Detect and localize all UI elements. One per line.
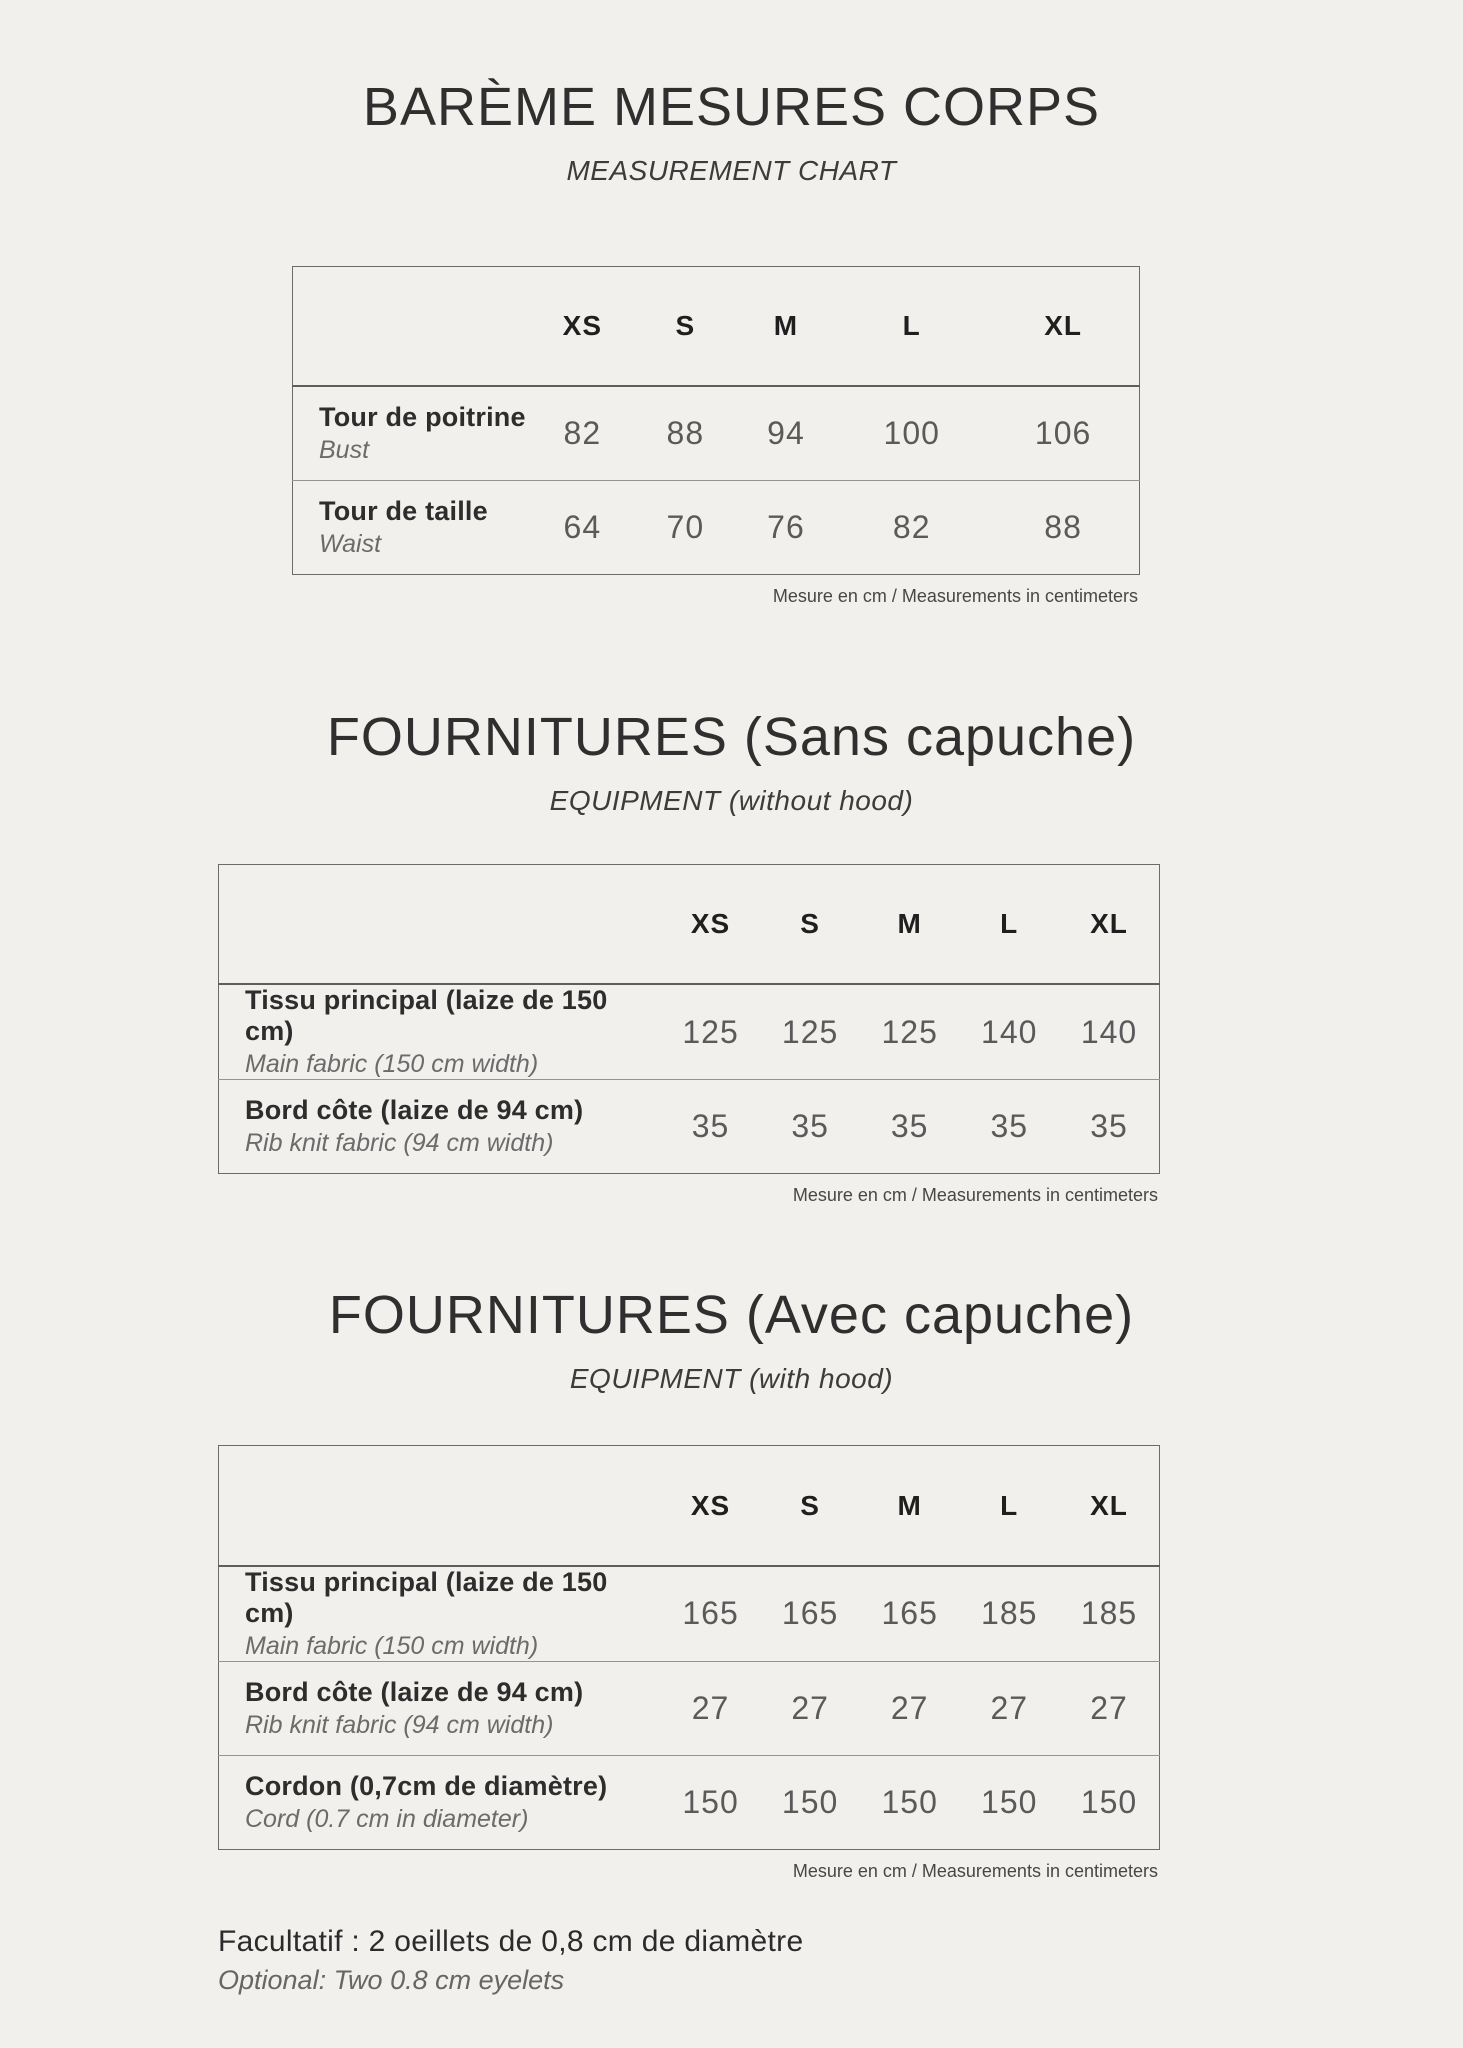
section-body-measurements: [0, 76, 1463, 608]
section-equipment-with-hood: [0, 1284, 1463, 1884]
size-column-header: XL: [1090, 908, 1128, 940]
table-row: [293, 480, 1140, 574]
size-header-row: [293, 266, 1140, 386]
row-label-en: Main fabric (150 cm width): [245, 1631, 539, 1660]
row-label-en: Bust: [319, 435, 370, 464]
value-cell: 82: [892, 508, 931, 545]
size-header-row: [219, 864, 1160, 984]
section-title: BARÈME MESURES CORPS: [362, 77, 1101, 137]
value-cell: 125: [781, 1013, 839, 1050]
value-cell: 35: [890, 1108, 929, 1145]
optional-note-fr: Facultatif : 2 oeillets de 0,8 cm de diamètre: [218, 1925, 804, 1959]
section-title: FOURNITURES (Avec capuche): [328, 1284, 1135, 1345]
size-column-header: S: [800, 1489, 820, 1521]
table-row: [219, 1661, 1160, 1755]
table-wrapper: [218, 864, 1160, 1208]
optional-eyelets-note: [218, 1925, 1463, 1996]
optional-note-en: Optional: Two 0.8 cm eyelets: [218, 1965, 565, 1996]
corner-cell: [219, 864, 661, 984]
row-label-fr: Bord côte (laize de 94 cm): [245, 1676, 584, 1707]
body-measurements-table: [292, 266, 1140, 575]
table-row: [293, 386, 1140, 480]
value-cell: 88: [1044, 508, 1082, 545]
value-cell: 27: [990, 1689, 1029, 1726]
value-cell: 140: [981, 1013, 1038, 1050]
value-cell: 27: [890, 1689, 929, 1726]
table-row: [219, 984, 1160, 1080]
size-column-header: XL: [1090, 1489, 1128, 1521]
row-label-fr: Bord côte (laize de 94 cm): [245, 1095, 584, 1126]
value-cell: 100: [883, 414, 940, 451]
size-column-header: L: [1000, 1489, 1019, 1521]
value-cell: 35: [791, 1108, 829, 1145]
size-column-header: S: [800, 908, 820, 940]
value-cell: 150: [781, 1783, 839, 1820]
size-column-header: M: [773, 309, 799, 341]
size-header-row: [219, 1446, 1160, 1566]
size-column-header: L: [902, 309, 921, 341]
section-subtitle: EQUIPMENT (with hood): [569, 1362, 894, 1394]
value-cell: 27: [691, 1689, 730, 1726]
size-column-header: L: [1000, 908, 1019, 940]
value-cell: 35: [691, 1108, 730, 1145]
row-label-fr: Tour de taille: [319, 495, 488, 526]
value-cell: 125: [682, 1013, 739, 1050]
size-column-header: XS: [690, 1489, 731, 1521]
table-row: [219, 1566, 1160, 1662]
value-cell: 165: [682, 1595, 739, 1632]
row-label-fr: Tissu principal (laize de 150 cm): [245, 985, 608, 1047]
value-cell: 27: [791, 1689, 829, 1726]
units-footnote: Mesure en cm / Measurements in centimeters: [792, 1185, 1158, 1206]
table-wrapper: [292, 266, 1140, 608]
value-cell: 165: [881, 1595, 938, 1632]
value-cell: 125: [881, 1013, 938, 1050]
section-equipment-without-hood: [0, 706, 1463, 1208]
row-label-en: Cord (0.7 cm in diameter): [245, 1804, 529, 1833]
value-cell: 150: [881, 1783, 938, 1820]
value-cell: 70: [666, 508, 705, 545]
value-cell: 35: [1090, 1108, 1128, 1145]
value-cell: 88: [666, 414, 705, 451]
value-cell: 27: [1090, 1689, 1128, 1726]
value-cell: 106: [1034, 414, 1092, 451]
value-cell: 94: [767, 414, 805, 451]
value-cell: 150: [1080, 1783, 1138, 1820]
row-label-fr: Cordon (0,7cm de diamètre): [245, 1770, 608, 1801]
value-cell: 35: [990, 1108, 1029, 1145]
units-footnote: Mesure en cm / Measurements in centimeters: [792, 1860, 1158, 1881]
size-column-header: XS: [690, 908, 731, 940]
size-column-header: M: [897, 908, 922, 940]
row-label-en: Rib knit fabric (94 cm width): [245, 1129, 554, 1158]
value-cell: 64: [563, 508, 602, 545]
size-column-header: XS: [562, 309, 602, 341]
value-cell: 82: [563, 414, 602, 451]
table-wrapper: [218, 1445, 1160, 1883]
value-cell: 76: [767, 508, 805, 545]
section-subtitle: EQUIPMENT (without hood): [549, 785, 914, 817]
row-label-fr: Tour de poitrine: [319, 401, 526, 432]
value-cell: 165: [781, 1595, 839, 1632]
size-column-header: S: [675, 309, 696, 341]
value-cell: 150: [682, 1783, 739, 1820]
equipment-with-hood-table: [218, 1445, 1160, 1850]
row-label-en: Main fabric (150 cm width): [245, 1050, 539, 1079]
row-label-cell: [219, 984, 661, 1080]
value-cell: 150: [981, 1783, 1038, 1820]
value-cell: 185: [1080, 1595, 1138, 1632]
row-label-cell: [219, 1566, 661, 1662]
table-row: [219, 1080, 1160, 1174]
equipment-without-hood-table: [218, 864, 1160, 1175]
section-title: FOURNITURES (Sans capuche): [326, 707, 1137, 768]
corner-cell: [293, 266, 530, 386]
section-subtitle: MEASUREMENT CHART: [566, 155, 897, 187]
row-label-en: Rib knit fabric (94 cm width): [245, 1710, 554, 1739]
row-label-cell: [219, 1080, 661, 1174]
size-column-header: M: [897, 1489, 922, 1521]
units-footnote: Mesure en cm / Measurements in centimeters: [772, 585, 1138, 606]
row-label-cell: [219, 1755, 661, 1849]
table-row: [219, 1755, 1160, 1849]
row-label-fr: Tissu principal (laize de 150 cm): [245, 1566, 608, 1628]
row-label-cell: [219, 1661, 661, 1755]
value-cell: 185: [981, 1595, 1038, 1632]
row-label-en: Waist: [319, 529, 382, 558]
row-label-cell: [293, 480, 530, 574]
row-label-cell: [293, 386, 530, 480]
size-column-header: XL: [1044, 309, 1082, 341]
corner-cell: [219, 1446, 661, 1566]
value-cell: 140: [1080, 1013, 1138, 1050]
